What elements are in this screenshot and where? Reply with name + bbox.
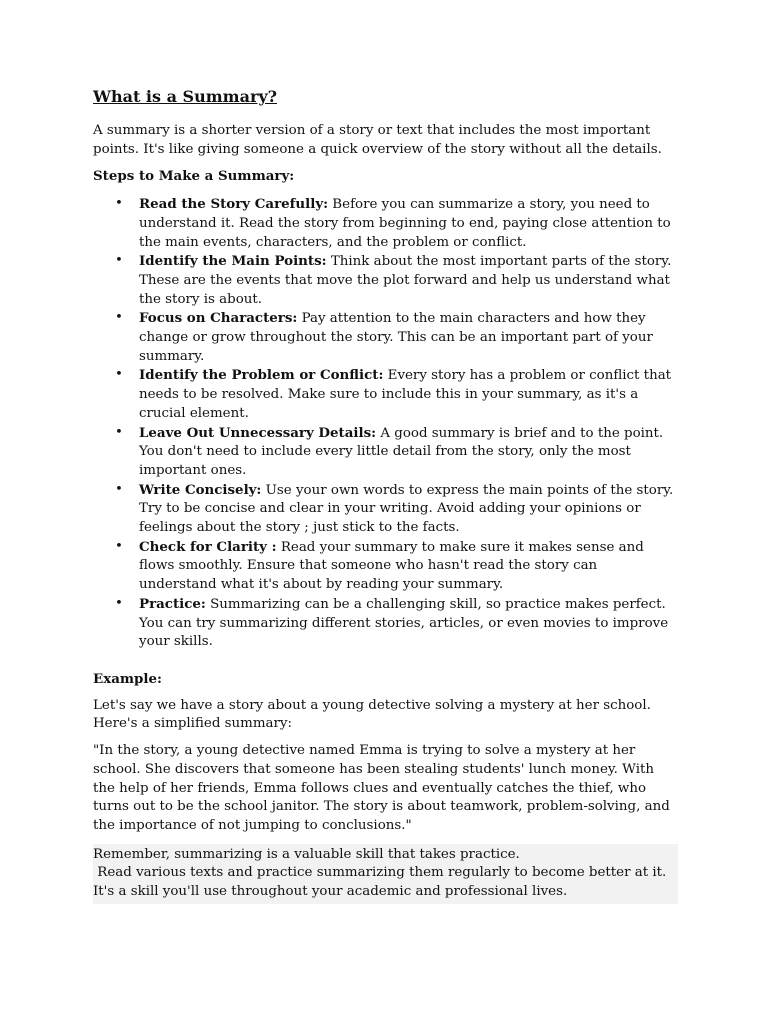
step-text: Use your own words to express the main points of the story. Try to be concise and clear in your writing. Avoid adding your opinions or feelings about the story ; just stick to the facts.: [139, 482, 674, 536]
steps-list: [93, 195, 678, 652]
bullet-icon: •: [115, 424, 123, 440]
step-text: Think about the most important parts of the story. These are the events that move the plot forward and help us understand what the story is about.: [139, 254, 672, 307]
bullet-icon: •: [115, 253, 123, 269]
step-text: Summarizing can be a challenging skill, so practice makes perfect. You can try summarizing different stories, articles, or even movies to improve your skills.: [139, 596, 669, 650]
step-term: Write Concisely:: [139, 481, 262, 498]
step-term: Check for Clarity :: [139, 538, 277, 555]
list-item: [115, 309, 678, 366]
remember-line-1: Remember, summarizing is a valuable skill that takes practice.: [93, 846, 520, 862]
example-quote: "In the story, a young detective named Emma is trying to solve a mystery at her school. She discovers that someone has been stealing students' lunch money. With the help of her friends, Emma follows clues and eventually catches the thief, who turns out to be the school janitor. The story is about teamwork, problem-solving, and the importance of not jumping to conclusions.": [93, 743, 670, 833]
step-text: A good summary is brief and to the point. You don't need to include every little detail from the story, only the most important ones.: [139, 425, 664, 478]
step-text: Pay attention to the main characters and how they change or grow throughout the story. This can be an important part of your summary.: [139, 311, 653, 364]
list-item: [115, 595, 678, 652]
bullet-icon: •: [115, 481, 123, 497]
steps-heading: Steps to Make a Summary:: [93, 168, 295, 185]
example-intro: Let's say we have a story about a young detective solving a mystery at her school. Here's a simplified summary:: [93, 697, 651, 732]
list-item: [115, 252, 678, 309]
step-term: Identify the Problem or Conflict:: [139, 367, 384, 384]
step-text: Every story has a problem or conflict that needs to be resolved. Make sure to include this in your summary, as it's a crucial element.: [139, 368, 672, 421]
step-text: Read your summary to make sure it makes sense and flows smoothly. Ensure that someone who hasn't read the story can understand what it's about by reading your summary.: [139, 539, 644, 593]
list-item: [115, 366, 678, 423]
bullet-icon: •: [115, 367, 123, 383]
remember-line-2: Read various texts and practice summarizing them regularly to become better at it. It's a skill you'll use throughout your academic and professional lives.: [93, 865, 671, 900]
list-item: [115, 195, 678, 252]
step-term: Identify the Main Points:: [139, 253, 327, 270]
step-term: Leave Out Unnecessary Details:: [139, 424, 377, 441]
list-item: [115, 424, 678, 481]
bullet-icon: •: [115, 196, 123, 212]
list-item: [115, 481, 678, 538]
step-term: Read the Story Carefully:: [139, 196, 329, 213]
step-term: Focus on Characters:: [139, 310, 298, 327]
page-title: What is a Summary?: [93, 87, 278, 106]
intro-paragraph: A summary is a shorter version of a story or text that includes the most important points. It's like giving someone a quick overview of the story without all the details.: [93, 123, 662, 157]
remember-box: [93, 844, 678, 904]
document-page: [93, 86, 678, 904]
list-item: [115, 538, 678, 595]
step-term: Practice:: [139, 595, 206, 612]
step-text: Before you can summarize a story, you need to understand it. Read the story from beginning to end, paying close attention to the main events, characters, and the problem or conflict.: [139, 197, 671, 250]
bullet-icon: •: [115, 310, 123, 326]
bullet-icon: •: [115, 538, 123, 554]
example-heading: Example:: [93, 670, 162, 687]
bullet-icon: •: [115, 595, 123, 611]
